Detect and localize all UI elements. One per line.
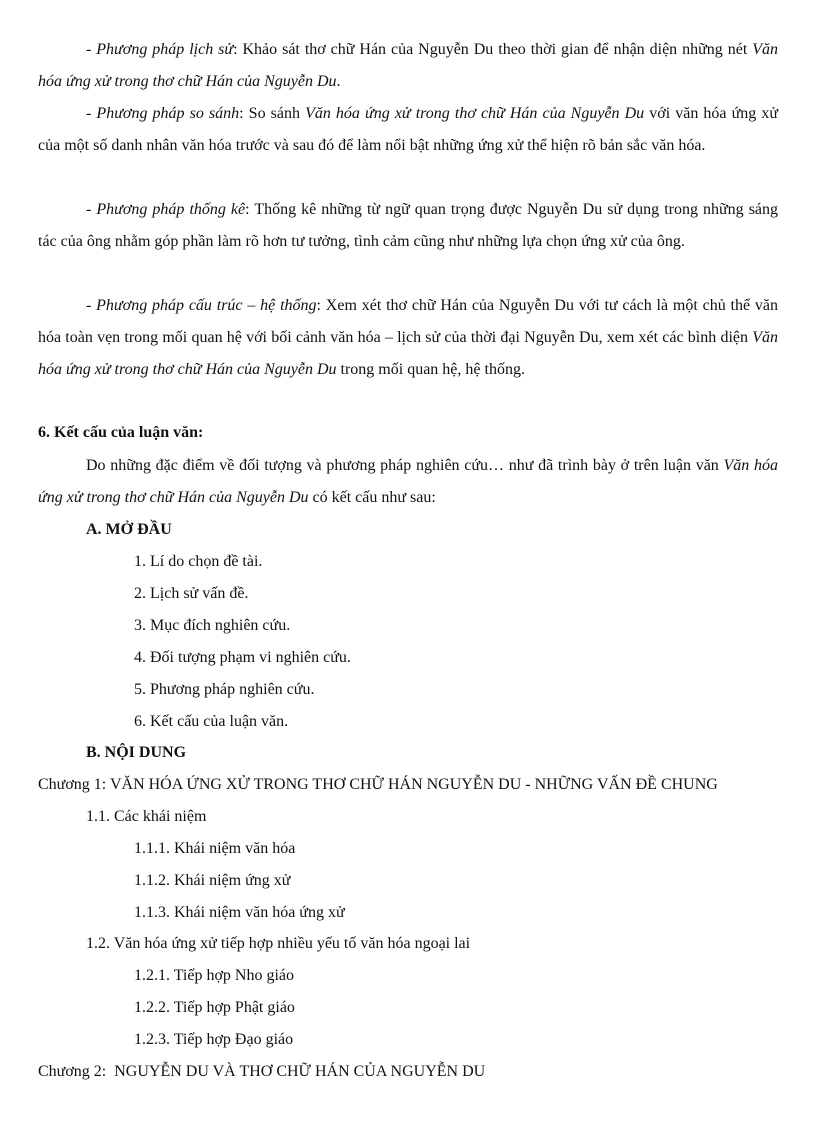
method-paragraph-comparison: [38, 98, 778, 162]
outline-subsection: 1.2.2. Tiếp hợp Phật giáo: [134, 999, 295, 1016]
method-text: : So sánh: [239, 105, 306, 122]
outline-section-1-1: 1.1. Các khái niệm: [86, 808, 207, 825]
intro-italic-title: Văn hóa ứng xử trong thơ chữ Hán của Nguyễn Du: [38, 457, 779, 506]
section-heading: 6. Kết cấu của luận văn:: [38, 424, 204, 441]
method-name: Phương pháp thống kê: [96, 201, 246, 218]
section-intro-paragraph: [38, 450, 778, 514]
indent: [38, 105, 86, 122]
outline-item: 5. Phương pháp nghiên cứu.: [134, 681, 315, 698]
indent: [38, 297, 86, 314]
outline-part-b: B. NỘI DUNG: [86, 744, 187, 761]
method-italic-title: Văn hóa ứng xử trong thơ chữ Hán của Nguyễn Du: [305, 105, 645, 122]
outline-section-1-2: 1.2. Văn hóa ứng xử tiếp hợp nhiều yếu tố văn hóa ngoại lai: [86, 935, 471, 952]
method-name: Phương pháp lịch sử: [96, 41, 234, 58]
outline-item: 2. Lịch sử vấn đề.: [134, 585, 249, 602]
outline-item: 3. Mục đích nghiên cứu.: [134, 617, 291, 634]
method-name: Phương pháp cấu trúc – hệ thống: [96, 297, 317, 314]
outline-chapter-1: Chương 1: VĂN HÓA ỨNG XỬ TRONG THƠ CHỮ HÁN NGUYỄN DU - NHỮNG VẤN ĐỀ CHUNG: [38, 776, 718, 793]
indent: [38, 41, 86, 58]
indent: [38, 457, 86, 474]
outline-subsection: 1.1.1. Khái niệm văn hóa: [134, 840, 296, 857]
method-prefix: -: [86, 105, 97, 122]
outline-item: 4. Đối tượng phạm vi nghiên cứu.: [134, 649, 351, 666]
method-text: : Thống kê những từ ngữ quan trọng được Nguyễn Du sử dụng trong những sáng tác của ông nhằm góp phần làm rõ hơn tư tưởng, tình cảm cũng như những lựa chọn ứng xử của ông.: [38, 201, 779, 250]
outline-chapter-2: Chương 2: NGUYỄN DU VÀ THƠ CHỮ HÁN CỦA NGUYỄN DU: [38, 1063, 486, 1080]
outline-subsection: 1.2.1. Tiếp hợp Nho giáo: [134, 967, 295, 984]
method-italic-title: Văn hóa ứng xử trong thơ chữ Hán của Nguyễn Du: [38, 41, 779, 90]
method-paragraph-history: [38, 34, 778, 98]
method-text-end: với văn hóa ứng xử của một số danh nhân văn hóa trước và sau đó để làm nổi bật những ứng xử thể hiện rõ bản sắc văn hóa.: [38, 105, 779, 154]
outline-subsection: 1.1.3. Khái niệm văn hóa ứng xử: [134, 904, 345, 921]
outline-subsection: 1.2.3. Tiếp hợp Đạo giáo: [134, 1031, 294, 1048]
outline-item: 6. Kết cấu của luận văn.: [134, 713, 289, 730]
method-name: Phương pháp so sánh: [96, 105, 240, 122]
outline-subsection: 1.1.2. Khái niệm ứng xử: [134, 872, 291, 889]
method-prefix: -: [86, 201, 97, 218]
method-italic-title: Văn hóa ứng xử trong thơ chữ Hán của Nguyễn Du: [38, 329, 778, 378]
method-paragraph-statistics: [38, 194, 778, 258]
outline-item: 1. Lí do chọn đề tài.: [134, 553, 263, 570]
method-text: : Xem xét thơ chữ Hán của Nguyễn Du với tư cách là một chủ thể văn hóa toàn vẹn trong mối quan hệ với bối cảnh văn hóa – lịch sử của thời đại Nguyễn Du, xem xét các bình diện: [38, 297, 779, 346]
method-text: : Khảo sát thơ chữ Hán của Nguyễn Du theo thời gian để nhận diện những nét: [233, 41, 753, 58]
method-prefix: -: [86, 41, 97, 58]
outline-part-a: A. MỞ ĐẦU: [86, 521, 172, 538]
method-text-end: .: [336, 73, 341, 90]
method-prefix: -: [86, 297, 97, 314]
intro-text: Do những đặc điểm về đối tượng và phương pháp nghiên cứu… như đã trình bày ở trên luận văn: [86, 457, 724, 474]
method-paragraph-structure: [38, 290, 778, 386]
method-text-end: trong mối quan hệ, hệ thống.: [336, 361, 525, 378]
intro-text-end: có kết cấu như sau:: [308, 489, 436, 506]
indent: [38, 201, 86, 218]
